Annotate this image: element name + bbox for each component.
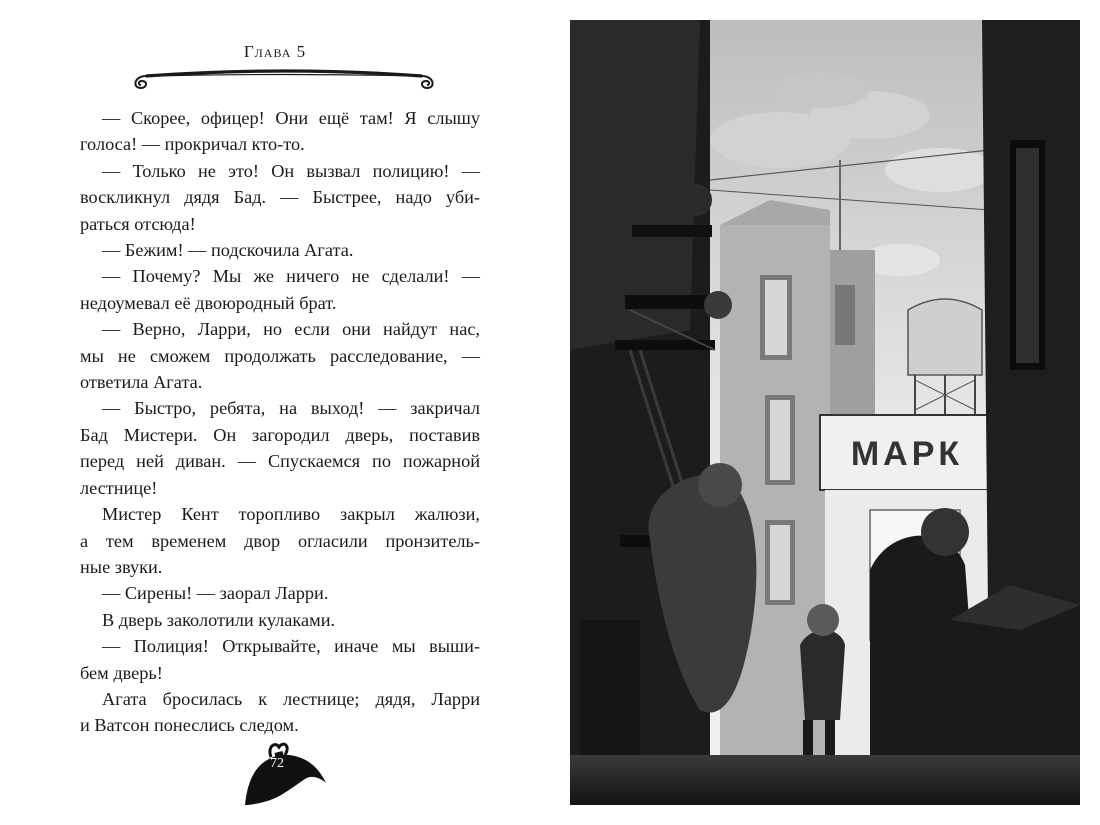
text-line: раться отсюда! [80, 213, 196, 234]
text-line: — Бежим! — подскочила Агата. [102, 240, 354, 261]
text-line: мы не сможем продолжать расследование, — [80, 345, 480, 366]
text-line: воскликнул дядя Бад. — Быстрее, надо уби- [80, 187, 480, 208]
text-line: — Почему? Мы же ничего не сделали! — [102, 266, 480, 287]
text-line: бем дверь! [80, 662, 163, 683]
text-line: а тем временем двор огласили пронзитель- [80, 530, 480, 551]
text-line: ные звуки. [80, 556, 163, 577]
illustration-alley-scene [570, 20, 1080, 805]
text-line: лестнице! [80, 477, 158, 498]
text-line: В дверь заколотили кулаками. [102, 609, 336, 630]
text-line: Бад Мистери. Он загородил дверь, поставив [80, 424, 480, 445]
text-line: — Только не это! Он вызвал полицию! — [102, 160, 480, 181]
ornament-divider [128, 64, 440, 94]
text-line: — Скорее, офицер! Они ещё там! Я слышу [102, 108, 480, 128]
text-line: и Ватсон понеслись следом. [80, 715, 299, 736]
text-line: голоса! — прокричал кто-то. [80, 134, 305, 155]
page-number: 72 [270, 756, 284, 771]
text-line: перед ней диван. — Спускаемся по пожарной [80, 451, 480, 472]
store-sign-text: МАРК [850, 435, 964, 473]
text-line: — Верно, Ларри, но если они найдут нас, [102, 319, 480, 340]
text-line: недоумевал её двоюродный брат. [80, 292, 337, 313]
body-text [80, 105, 480, 739]
text-line: Мистер Кент торопливо закрыл жалюзи, [102, 504, 480, 525]
text-line: — Полиция! Открывайте, иначе мы выши- [102, 636, 480, 657]
chapter-heading: Глава 5 [243, 42, 307, 61]
dumpster [950, 585, 1080, 765]
text-line: Агата бросилась к лестнице; дядя, Ларри [102, 688, 480, 709]
text-line: — Быстро, ребята, на выход! — закричал [102, 398, 480, 419]
text-line: — Сирены! — заорал Ларри. [102, 583, 329, 604]
text-line: ответила Агата. [80, 372, 203, 393]
detective-hat-icon [243, 737, 327, 807]
